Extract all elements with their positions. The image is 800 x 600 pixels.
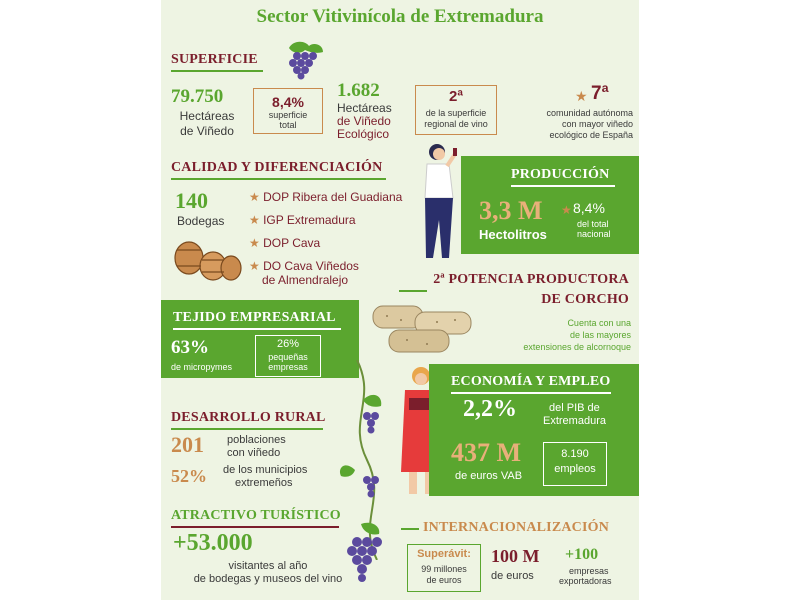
produccion-heading: PRODUCCIÓN (511, 167, 610, 182)
vab-value: 437 M (451, 438, 522, 467)
tejido-box-value: 26% (276, 338, 300, 350)
superavit-value1: 99 millones (421, 564, 467, 574)
turistico-underline (171, 526, 339, 528)
eco-label2: de Viñedo (337, 114, 391, 128)
empresas-value: +100 (565, 546, 599, 563)
calidad-underline (171, 178, 386, 180)
corcho-desc1: Cuenta con una (567, 318, 631, 328)
grapes-icon (279, 40, 329, 80)
turistico-value: +53.000 (173, 530, 253, 556)
star-icon: ★ (575, 88, 588, 104)
rank-label2: regional de vino (424, 119, 488, 129)
corcho-underline (399, 290, 427, 292)
vab-label: de euros VAB (455, 470, 523, 482)
produccion-pct-label2: nacional (577, 229, 611, 239)
star-icon: ★ (249, 259, 264, 273)
eco-label1: Hectáreas (337, 101, 392, 115)
produccion-value: 3,3 M (479, 196, 543, 225)
tejido-box-label1: pequeñas (268, 352, 308, 362)
comm-label3: ecológico de España (549, 130, 633, 140)
empleos-label: empleos (554, 463, 596, 475)
bodegas-label: Bodegas (177, 214, 225, 228)
produccion-unit: Hectolitros (479, 227, 547, 242)
internacional-underline (401, 528, 419, 530)
pib-label1: del PIB de (549, 402, 600, 414)
calidad-item: ★ IGP Extremadura (249, 213, 356, 227)
eco-value: 1.682 (337, 80, 380, 101)
cork-icon (367, 300, 479, 356)
pob-value: 201 (171, 432, 204, 457)
pct-superficie-label1: superficie (268, 110, 308, 120)
exports-value: 100 M (491, 546, 540, 566)
superficie-heading: SUPERFICIE (171, 52, 258, 67)
tejido-heading: TEJIDO EMPRESARIAL (173, 310, 336, 325)
calidad-heading: CALIDAD Y DIFERENCIACIÓN (171, 160, 383, 175)
economia-underline (451, 392, 611, 394)
corcho-heading1: 2ª POTENCIA PRODUCTORA (433, 272, 629, 287)
empleos-value: 8.190 (561, 448, 589, 460)
tejido-underline (173, 328, 341, 330)
tejido-box-label2: empresas (268, 362, 308, 372)
infographic-poster (161, 0, 639, 600)
pob-label1: poblaciones (227, 434, 286, 446)
eco-label3: Ecológico (337, 127, 390, 141)
star-icon: ★ (249, 190, 264, 204)
calidad-item: de Almendralejo (262, 273, 349, 287)
pib-label2: Extremadura (543, 415, 606, 427)
turistico-label1: visitantes al año (228, 560, 308, 572)
superficie-underline (171, 70, 263, 72)
turistico-label2: de bodegas y museos del vino (193, 573, 343, 585)
pob-label2: con viñedo (227, 447, 281, 459)
star-icon: ★ (249, 236, 264, 250)
comm-label2: con mayor viñedo (561, 119, 633, 129)
tejido-pct: 63% (171, 337, 209, 358)
drinking-woman-icon (409, 140, 469, 260)
calidad-item: ★ DOP Cava (249, 236, 321, 250)
superavit-value2: de euros (426, 575, 462, 585)
rank-label1: de la superficie (425, 108, 487, 118)
pib-value: 2,2% (463, 396, 517, 422)
bodegas-value: 140 (175, 188, 208, 213)
hectareas-label1: Hectáreas (179, 109, 235, 123)
calidad-item: ★ DOP Ribera del Guadiana (249, 190, 403, 204)
corcho-desc2: de las mayores (569, 330, 631, 340)
poster-title: Sector Vitivinícola de Extremadura (256, 6, 544, 27)
mun-value: 52% (171, 466, 207, 486)
empresas-label2: exportadoras (559, 576, 612, 586)
comm-label1: comunidad autónoma (546, 108, 633, 118)
mun-label2: extremeños (235, 477, 293, 489)
produccion-pct: 8,4% (573, 200, 605, 216)
star-icon: ★ (249, 213, 264, 227)
produccion-underline (511, 185, 615, 187)
barrels-icon (169, 236, 243, 282)
rural-heading: DESARROLLO RURAL (171, 410, 326, 425)
calidad-item: ★ DO Cava Viñedos (249, 259, 359, 273)
internacional-heading: INTERNACIONALIZACIÓN (423, 520, 610, 535)
grapes-icon (341, 520, 391, 590)
pct-superficie-value: 8,4% (272, 94, 304, 110)
tejido-pct-label: de micropymes (171, 362, 233, 372)
economia-heading: ECONOMÍA Y EMPLEO (451, 374, 611, 389)
star-icon: ★ (561, 203, 572, 217)
turistico-heading: ATRACTIVO TURÍSTICO (171, 508, 341, 523)
empresas-label1: empresas (569, 566, 609, 576)
mun-label1: de los municipios (223, 464, 308, 476)
hectareas-label2: de Viñedo (180, 124, 234, 138)
superavit-label: Superávit: (417, 548, 471, 560)
pct-superficie-label2: total (279, 120, 297, 130)
corcho-desc3: extensiones de alcornoque (523, 342, 631, 352)
rural-underline (171, 428, 323, 430)
corcho-heading2: DE CORCHO (541, 292, 629, 307)
comm-value: 7ª (591, 83, 609, 104)
hectareas-value: 79.750 (171, 86, 224, 107)
produccion-pct-label1: del total (577, 219, 609, 229)
rank-value: 2ª (449, 88, 463, 105)
exports-label: de euros (491, 570, 534, 582)
